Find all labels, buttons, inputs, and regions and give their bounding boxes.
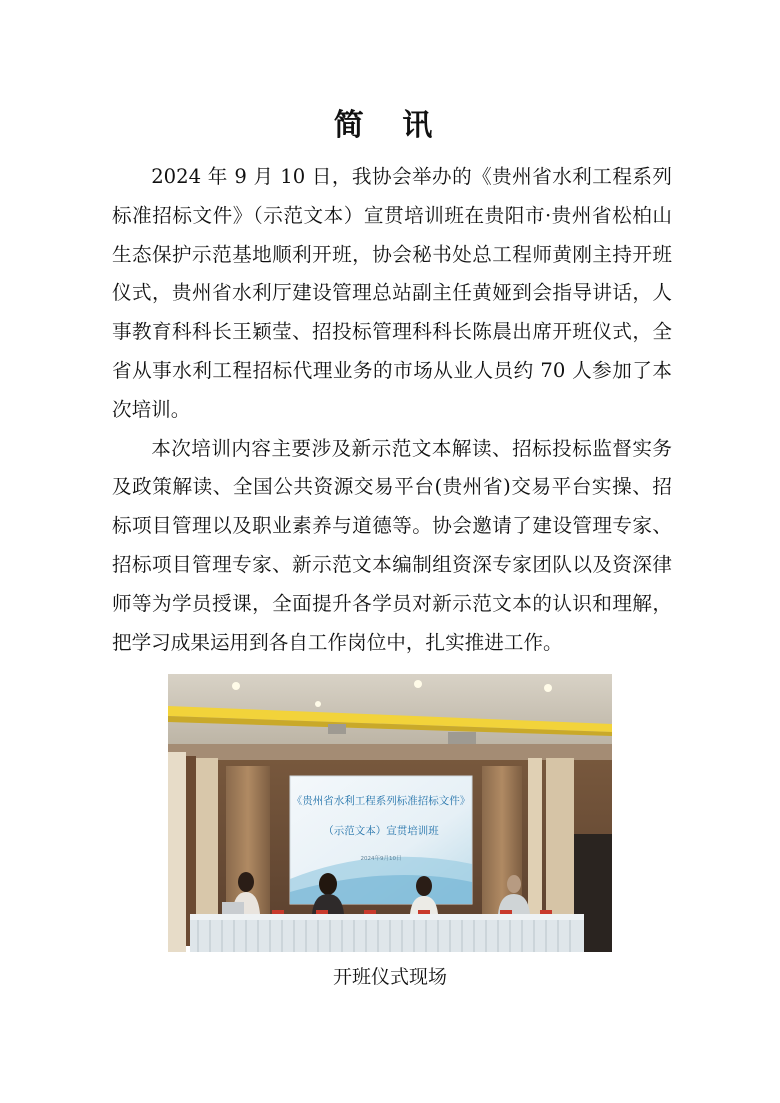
document-body xyxy=(112,158,672,662)
paragraph-2: 本次培训内容主要涉及新示范文本解读、招标投标监督实务及政策解读、全国公共资源交易平台(贵州省)交易平台实操、招标项目管理以及职业素养与道德等。协会邀请了建设管理专家、招标项目管理专家、新示范文本编制组资深专家团队以及资深律师等为学员授课，全面提升各学员对新示范文本的认识和理解，把学习成果运用到各自工作岗位中，扎实推进工作。 xyxy=(112,436,672,654)
screen-title-line2: （示范文本）宣贯培训班 xyxy=(323,825,439,837)
screen-date: 2024年9月10日 xyxy=(360,856,402,862)
screen-title-line1: 《贵州省水利工程系列标准招标文件》 xyxy=(291,795,471,807)
meeting-photo xyxy=(168,674,612,952)
photo-caption: 开班仪式现场 xyxy=(332,966,447,988)
document-title: 简 讯 xyxy=(333,108,447,143)
paragraph-1: 2024 年 9 月 10 日，我协会举办的《贵州省水利工程系列标准招标文件》（示范文本）宣贯培训班在贵阳市·贵州省松柏山生态保护示范基地顺利开班，协会秘书处总工程师黄刚主持开班仪式，贵州省水利厅建设管理总站副主任黄娅到会指导讲话，人事教育科科长王颖莹、招投标管理科科长陈晨出席开班仪式，全省从事水利工程招标代理业务的市场从业人员约 70 人参加了本次培训。 xyxy=(112,165,672,421)
